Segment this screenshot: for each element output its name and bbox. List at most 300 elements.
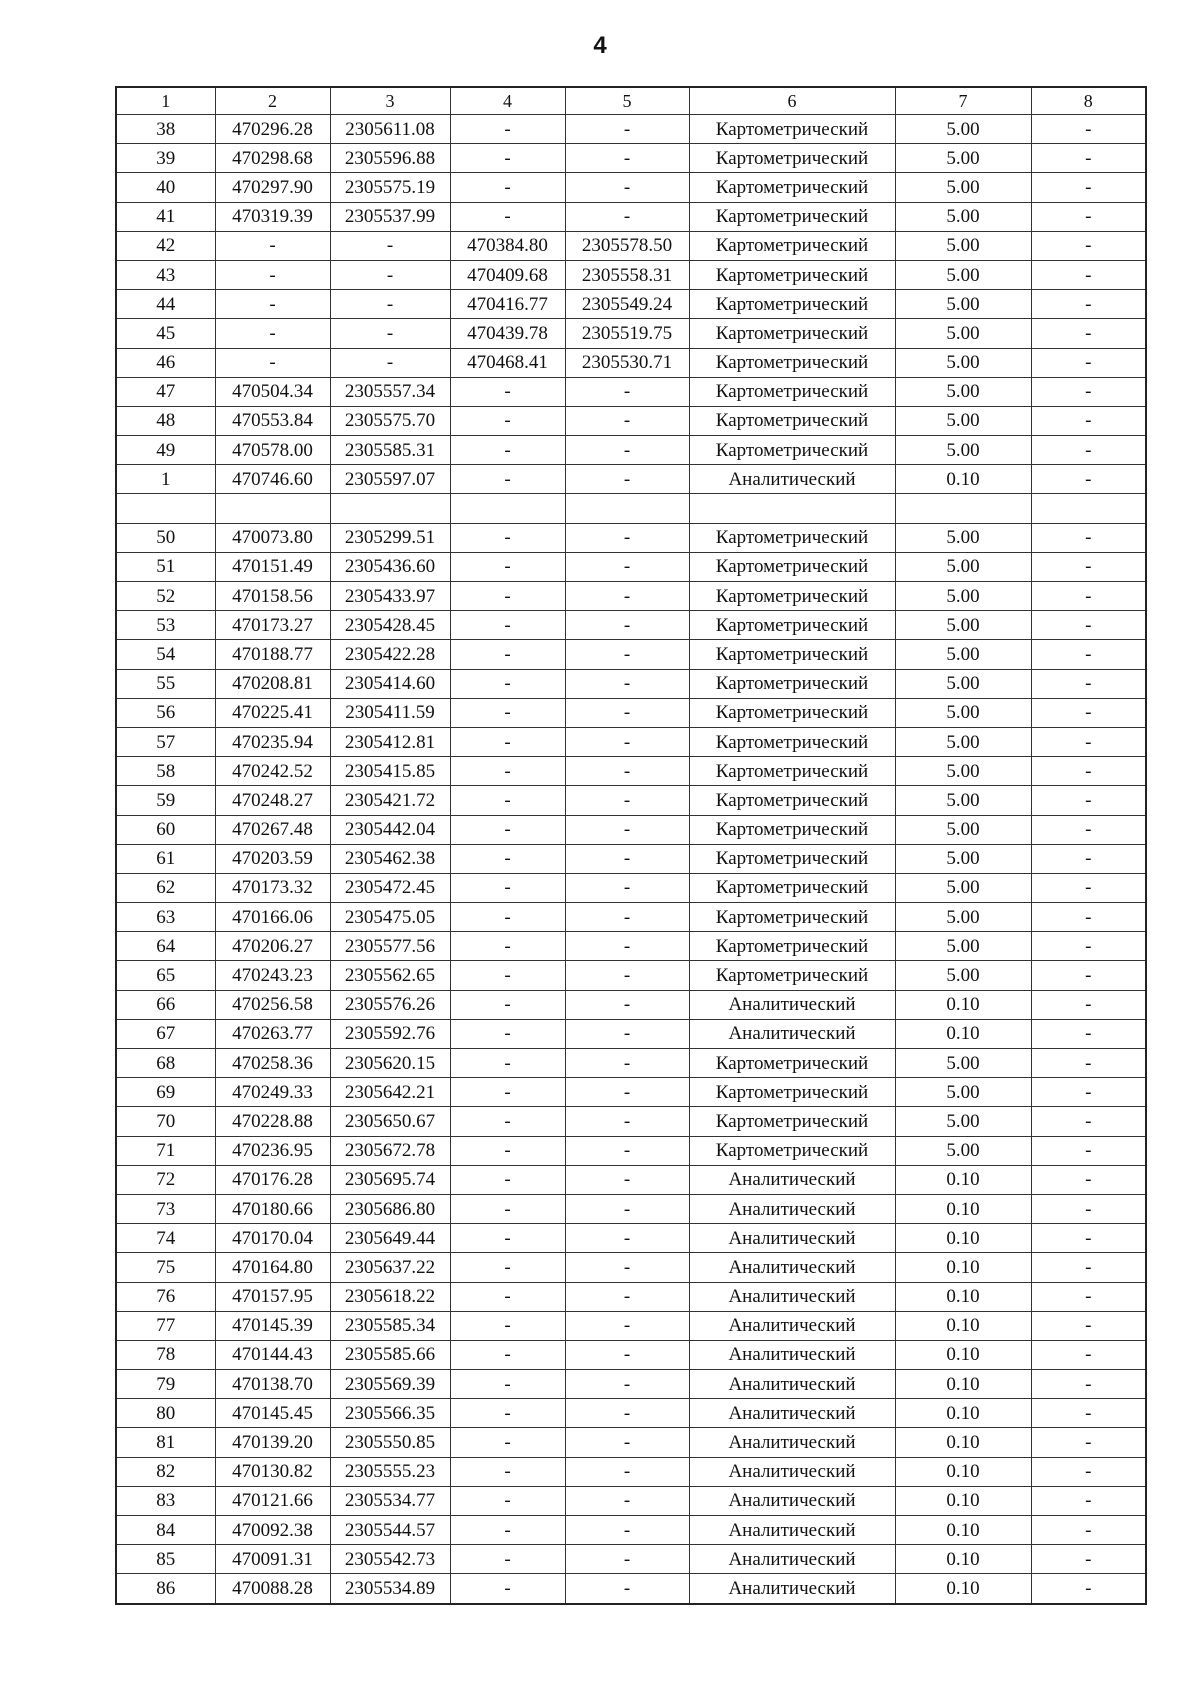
coordinates-table [115,86,1147,1605]
table-row [116,1428,1146,1457]
table-cell: - [1031,1399,1146,1428]
table-row [116,582,1146,611]
table-cell: Картометрический [689,903,895,932]
table-row [116,1574,1146,1604]
table-cell: 2305585.66 [330,1340,450,1369]
table-cell: Картометрический [689,698,895,727]
table-cell: Аналитический [689,465,895,494]
table-cell: Картометрический [689,260,895,289]
table-cell: 0.10 [895,1545,1031,1574]
table-row [116,523,1146,552]
table-cell: 5.00 [895,932,1031,961]
table-cell: Картометрический [689,173,895,202]
table-cell: Аналитический [689,1370,895,1399]
table-cell: 470228.88 [215,1107,330,1136]
table-cell: 2305575.19 [330,173,450,202]
column-header: 3 [330,87,450,115]
table-cell: Аналитический [689,1224,895,1253]
table-cell: 470173.32 [215,873,330,902]
table-cell: - [1031,319,1146,348]
table-cell: Картометрический [689,932,895,961]
table-cell: 0.10 [895,1428,1031,1457]
column-header: 5 [565,87,689,115]
table-cell: 0.10 [895,1486,1031,1515]
table-cell: - [450,582,565,611]
table-cell: 2305530.71 [565,348,689,377]
table-cell: - [1031,1340,1146,1369]
table-cell: 2305544.57 [330,1516,450,1545]
table-row [116,1194,1146,1223]
table-cell: - [450,815,565,844]
table-cell: 5.00 [895,115,1031,144]
table-cell: Картометрический [689,727,895,756]
table-cell: 56 [116,698,215,727]
column-header: 2 [215,87,330,115]
table-cell: 2305442.04 [330,815,450,844]
table-cell: 470091.31 [215,1545,330,1574]
table-cell: 78 [116,1340,215,1369]
table-cell: Картометрический [689,523,895,552]
table-cell: 470248.27 [215,786,330,815]
column-header: 4 [450,87,565,115]
table-cell: - [330,260,450,289]
table-cell: 5.00 [895,786,1031,815]
table-cell: Картометрический [689,406,895,435]
table-cell: 2305472.45 [330,873,450,902]
table-cell: - [565,1253,689,1282]
table-cell: 0.10 [895,1574,1031,1604]
table-cell: 5.00 [895,757,1031,786]
table-cell: 45 [116,319,215,348]
table-cell: Картометрический [689,1049,895,1078]
column-header: 6 [689,87,895,115]
table-cell: - [330,231,450,260]
table-cell: 470170.04 [215,1224,330,1253]
table-cell: - [565,552,689,581]
table-cell: - [1031,1165,1146,1194]
table-cell: - [215,348,330,377]
table-row [116,465,1146,494]
table-row [116,1136,1146,1165]
table-cell: - [1031,1107,1146,1136]
table-cell: - [565,1165,689,1194]
table-cell [330,494,450,523]
table-row [116,377,1146,406]
table-cell: - [565,757,689,786]
table-cell: 0.10 [895,1282,1031,1311]
table-cell: - [565,1049,689,1078]
table-cell: Картометрический [689,1136,895,1165]
table-cell: 2305637.22 [330,1253,450,1282]
table-cell: 2305695.74 [330,1165,450,1194]
table-cell: 2305642.21 [330,1078,450,1107]
table-row [116,1457,1146,1486]
table-cell: 2305576.26 [330,990,450,1019]
table-cell: - [565,377,689,406]
table-cell: - [450,1545,565,1574]
table-cell: - [450,1224,565,1253]
table-cell: 2305462.38 [330,844,450,873]
table-cell: Аналитический [689,1165,895,1194]
table-cell: 470243.23 [215,961,330,990]
table-cell: 74 [116,1224,215,1253]
table-cell: - [1031,1194,1146,1223]
table-cell: 5.00 [895,611,1031,640]
table-cell: 2305562.65 [330,961,450,990]
table-row [116,1165,1146,1194]
table-cell: - [450,1049,565,1078]
table-cell: - [450,1574,565,1604]
table-cell: - [565,465,689,494]
table-cell: - [450,1165,565,1194]
table-cell: - [1031,1311,1146,1340]
table-cell: 470176.28 [215,1165,330,1194]
table-cell: 470553.84 [215,406,330,435]
table-cell: Картометрический [689,348,895,377]
table-cell: - [1031,582,1146,611]
table-cell: - [450,173,565,202]
table-cell: - [450,377,565,406]
table-cell: Аналитический [689,1194,895,1223]
table-cell: 75 [116,1253,215,1282]
table-cell: - [1031,202,1146,231]
table-cell: 58 [116,757,215,786]
table-cell: - [1031,757,1146,786]
table-cell: 470416.77 [450,290,565,319]
table-cell: 470296.28 [215,115,330,144]
table-cell: 0.10 [895,465,1031,494]
table-cell: 2305585.34 [330,1311,450,1340]
table-cell: Картометрический [689,786,895,815]
table-cell: 52 [116,582,215,611]
table-cell: - [1031,115,1146,144]
table-cell: - [450,1253,565,1282]
table-cell: - [565,582,689,611]
table-cell: - [1031,436,1146,465]
table-cell: - [450,1516,565,1545]
table-row [116,1253,1146,1282]
table-cell: Картометрический [689,611,895,640]
table-cell: 470267.48 [215,815,330,844]
table-row [116,932,1146,961]
table-cell: Аналитический [689,1516,895,1545]
table-row [116,786,1146,815]
table-cell: 72 [116,1165,215,1194]
table-cell: Картометрический [689,115,895,144]
table-row [116,173,1146,202]
table-cell: 2305542.73 [330,1545,450,1574]
table-cell: 2305412.81 [330,727,450,756]
header-row [116,87,1146,115]
table-cell: 470145.39 [215,1311,330,1340]
table-cell: 470166.06 [215,903,330,932]
table-cell: 38 [116,115,215,144]
table-cell: 2305415.85 [330,757,450,786]
table-cell: 2305575.70 [330,406,450,435]
table-cell: Аналитический [689,1019,895,1048]
table-cell [689,494,895,523]
table-cell: Картометрический [689,1107,895,1136]
table-cell: - [565,669,689,698]
table-cell: 5.00 [895,844,1031,873]
table-cell: - [450,698,565,727]
table-cell: 2305299.51 [330,523,450,552]
table-cell: 5.00 [895,319,1031,348]
table-cell: - [565,1340,689,1369]
table-cell: - [1031,552,1146,581]
table-cell: 0.10 [895,1165,1031,1194]
table-cell: - [565,844,689,873]
table-cell: 0.10 [895,1253,1031,1282]
table-cell: - [450,990,565,1019]
table-cell: 470073.80 [215,523,330,552]
table-cell: - [1031,348,1146,377]
table-cell: 5.00 [895,348,1031,377]
table-cell: 83 [116,1486,215,1515]
table-cell: - [565,786,689,815]
table-cell: - [1031,406,1146,435]
table-cell: 2305433.97 [330,582,450,611]
table-cell: 47 [116,377,215,406]
table-cell: - [450,465,565,494]
table-cell: 470439.78 [450,319,565,348]
table-cell: 5.00 [895,173,1031,202]
table-row [116,1340,1146,1369]
table-cell: 62 [116,873,215,902]
table-cell: Аналитический [689,1428,895,1457]
table-cell: - [450,640,565,669]
table-cell: 86 [116,1574,215,1604]
table-cell: 42 [116,231,215,260]
table-cell: - [565,932,689,961]
table-cell: 64 [116,932,215,961]
table-cell: - [1031,640,1146,669]
table-cell: 0.10 [895,990,1031,1019]
table-cell: 470151.49 [215,552,330,581]
table-cell: Картометрический [689,144,895,173]
table-cell: - [1031,815,1146,844]
table-cell: 470319.39 [215,202,330,231]
table-cell: - [565,873,689,902]
table-cell: - [565,1486,689,1515]
table-cell: 2305577.56 [330,932,450,961]
table-cell: 0.10 [895,1457,1031,1486]
table-row [116,1078,1146,1107]
table-cell: 5.00 [895,1136,1031,1165]
table-cell: - [1031,260,1146,289]
table-cell: - [1031,1049,1146,1078]
table-cell: 470092.38 [215,1516,330,1545]
table-cell: 5.00 [895,903,1031,932]
table-cell [895,494,1031,523]
table-cell: 470188.77 [215,640,330,669]
table-cell: - [1031,669,1146,698]
table-cell: - [565,523,689,552]
table-cell: - [565,144,689,173]
table-cell: - [1031,144,1146,173]
table-cell: - [1031,990,1146,1019]
table-row [116,202,1146,231]
table-cell: 470297.90 [215,173,330,202]
table-cell: 54 [116,640,215,669]
table-cell: - [1031,1253,1146,1282]
table-cell: 71 [116,1136,215,1165]
table-cell: - [330,319,450,348]
table-cell: - [565,406,689,435]
table-cell: - [565,990,689,1019]
table-cell: - [450,669,565,698]
table-cell: 5.00 [895,202,1031,231]
table-cell: 470088.28 [215,1574,330,1604]
table-cell: 470206.27 [215,932,330,961]
table-cell: 57 [116,727,215,756]
table-cell: - [1031,173,1146,202]
table-cell: - [450,903,565,932]
table-cell: Картометрический [689,844,895,873]
table-cell: 44 [116,290,215,319]
table-cell: 470235.94 [215,727,330,756]
table-cell: 41 [116,202,215,231]
table-row [116,903,1146,932]
table-cell: 470298.68 [215,144,330,173]
table-cell: - [450,523,565,552]
table-cell [215,494,330,523]
table-cell: Картометрический [689,815,895,844]
table-cell: - [450,202,565,231]
table-cell: 66 [116,990,215,1019]
table-cell: Аналитический [689,1574,895,1604]
table-row [116,757,1146,786]
table-cell: 5.00 [895,552,1031,581]
table-cell: - [565,1545,689,1574]
table-cell: 470256.58 [215,990,330,1019]
table-cell: - [215,260,330,289]
table-cell: - [450,611,565,640]
table-cell: - [565,1136,689,1165]
table-cell: 2305585.31 [330,436,450,465]
table-row [116,815,1146,844]
table-cell: Картометрический [689,1078,895,1107]
table-cell: 2305534.89 [330,1574,450,1604]
table-cell: 470130.82 [215,1457,330,1486]
table-cell: Картометрический [689,552,895,581]
table-cell: 5.00 [895,436,1031,465]
table-cell: Аналитический [689,1545,895,1574]
table-cell: Аналитический [689,1486,895,1515]
table-cell: 0.10 [895,1399,1031,1428]
table-cell: - [450,1194,565,1223]
table-row [116,727,1146,756]
table-row [116,990,1146,1019]
table-cell: - [450,961,565,990]
table-cell: - [450,1282,565,1311]
table-cell: 2305555.23 [330,1457,450,1486]
table-cell: 63 [116,903,215,932]
table-cell: - [1031,698,1146,727]
table-cell: 470384.80 [450,231,565,260]
table-cell: 82 [116,1457,215,1486]
table-cell: 470121.66 [215,1486,330,1515]
table-cell: - [450,1428,565,1457]
table-cell: 2305592.76 [330,1019,450,1048]
table-cell: 470258.36 [215,1049,330,1078]
table-cell: - [1031,873,1146,902]
table-cell: - [1031,1428,1146,1457]
table-cell: 51 [116,552,215,581]
table-cell: 1 [116,465,215,494]
table-row [116,1107,1146,1136]
table-cell: 5.00 [895,1078,1031,1107]
table-cell: 48 [116,406,215,435]
table-cell: - [330,348,450,377]
table-cell: - [565,202,689,231]
table-cell: - [1031,611,1146,640]
table-row [116,348,1146,377]
table-cell: 2305549.24 [565,290,689,319]
table-cell: - [450,436,565,465]
table-cell: 2305650.67 [330,1107,450,1136]
table-cell: 2305519.75 [565,319,689,348]
table-cell: 470468.41 [450,348,565,377]
table-cell: Картометрический [689,290,895,319]
table-cell: 73 [116,1194,215,1223]
table-cell: - [450,1311,565,1340]
table-cell: Картометрический [689,873,895,902]
table-cell: - [1031,290,1146,319]
table-cell: 0.10 [895,1019,1031,1048]
table-cell: 67 [116,1019,215,1048]
table-cell: 0.10 [895,1224,1031,1253]
table-cell: - [450,873,565,902]
table-cell: 50 [116,523,215,552]
table-cell: 5.00 [895,377,1031,406]
table-cell: - [565,1019,689,1048]
table-cell: 2305597.07 [330,465,450,494]
table-cell: 5.00 [895,406,1031,435]
table-cell: - [450,727,565,756]
table-cell: 2305537.99 [330,202,450,231]
table-cell: 470164.80 [215,1253,330,1282]
table-row [116,873,1146,902]
table-cell: - [215,319,330,348]
table-cell: 470504.34 [215,377,330,406]
table-cell: 470157.95 [215,1282,330,1311]
table-cell: 2305422.28 [330,640,450,669]
table-cell: 2305534.77 [330,1486,450,1515]
table-cell [116,494,215,523]
table-cell: 46 [116,348,215,377]
table-cell: 470173.27 [215,611,330,640]
table-cell: Картометрический [689,231,895,260]
table-cell: - [1031,1019,1146,1048]
table-row [116,1019,1146,1048]
table-cell: - [450,844,565,873]
table-cell: - [1031,786,1146,815]
table-cell: 81 [116,1428,215,1457]
table-cell: - [565,1282,689,1311]
table-cell: - [1031,1486,1146,1515]
table-row [116,319,1146,348]
table-cell: 61 [116,844,215,873]
table-cell: - [565,1370,689,1399]
table-cell: - [565,1457,689,1486]
table-row [116,1049,1146,1078]
table-cell [1031,494,1146,523]
table-cell: 84 [116,1516,215,1545]
table-cell: - [565,1399,689,1428]
table-cell: - [1031,727,1146,756]
column-header: 8 [1031,87,1146,115]
